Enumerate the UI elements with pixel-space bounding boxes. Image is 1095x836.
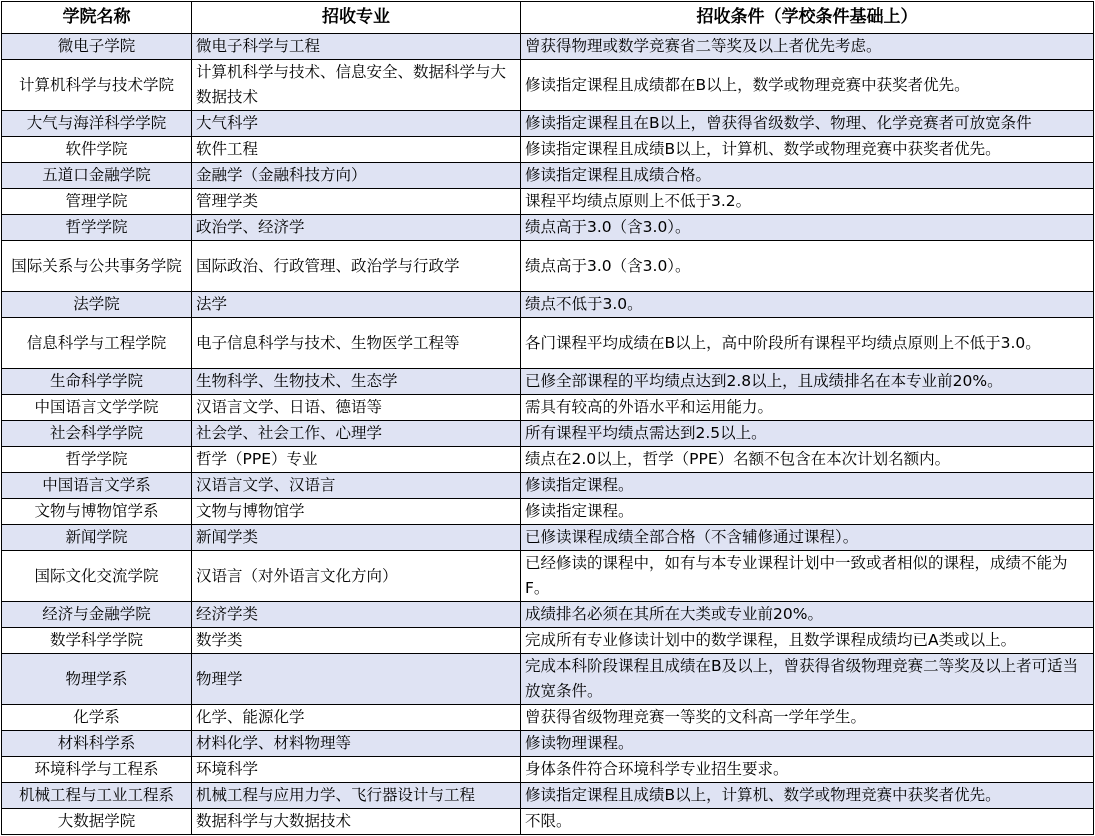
table-row bbox=[2, 551, 1094, 602]
table-row bbox=[2, 628, 1094, 654]
condition-cell: 修读指定课程且在B以上，曾获得省级数学、物理、化学竞赛者可放宽条件 bbox=[521, 111, 1094, 137]
college-cell: 社会科学学院 bbox=[2, 421, 192, 447]
major-cell: 大气科学 bbox=[192, 111, 521, 137]
major-cell: 环境科学 bbox=[192, 757, 521, 783]
major-cell: 哲学（PPE）专业 bbox=[192, 447, 521, 473]
college-cell: 管理学院 bbox=[2, 189, 192, 215]
major-cell: 化学、能源化学 bbox=[192, 705, 521, 731]
table-row bbox=[2, 111, 1094, 137]
condition-cell: 身体条件符合环境科学专业招生要求。 bbox=[521, 757, 1094, 783]
condition-cell: 绩点在2.0以上，哲学（PPE）名额不包含在本次计划名额内。 bbox=[521, 447, 1094, 473]
condition-cell: 完成本科阶段课程且成绩在B及以上，曾获得省级物理竞赛二等奖及以上者可适当放宽条件。 bbox=[521, 654, 1094, 705]
table-row bbox=[2, 809, 1094, 835]
table-row bbox=[2, 60, 1094, 111]
college-cell: 国际关系与公共事务学院 bbox=[2, 241, 192, 292]
college-cell: 法学院 bbox=[2, 292, 192, 318]
table-row bbox=[2, 421, 1094, 447]
table-row bbox=[2, 447, 1094, 473]
table-row bbox=[2, 783, 1094, 809]
table-row bbox=[2, 241, 1094, 292]
major-cell: 生物科学、生物技术、生态学 bbox=[192, 369, 521, 395]
table-row bbox=[2, 189, 1094, 215]
college-cell: 国际文化交流学院 bbox=[2, 551, 192, 602]
major-cell: 新闻学类 bbox=[192, 525, 521, 551]
condition-cell: 修读指定课程。 bbox=[521, 473, 1094, 499]
major-cell: 微电子科学与工程 bbox=[192, 34, 521, 60]
condition-cell: 课程平均绩点原则上不低于3.2。 bbox=[521, 189, 1094, 215]
major-cell: 汉语言（对外语言文化方向） bbox=[192, 551, 521, 602]
condition-cell: 成绩排名必须在其所在大类或专业前20%。 bbox=[521, 602, 1094, 628]
header-row bbox=[2, 2, 1094, 34]
college-cell: 环境科学与工程系 bbox=[2, 757, 192, 783]
college-cell: 生命科学学院 bbox=[2, 369, 192, 395]
condition-cell: 曾获得省级物理竞赛一等奖的文科高一学年学生。 bbox=[521, 705, 1094, 731]
college-cell: 哲学学院 bbox=[2, 447, 192, 473]
college-cell: 机械工程与工业工程系 bbox=[2, 783, 192, 809]
condition-cell: 需具有较高的外语水平和运用能力。 bbox=[521, 395, 1094, 421]
table-row bbox=[2, 731, 1094, 757]
college-cell: 软件学院 bbox=[2, 137, 192, 163]
condition-cell: 绩点不低于3.0。 bbox=[521, 292, 1094, 318]
table-row bbox=[2, 163, 1094, 189]
major-cell: 数学类 bbox=[192, 628, 521, 654]
table-row bbox=[2, 395, 1094, 421]
table-row bbox=[2, 705, 1094, 731]
college-cell: 微电子学院 bbox=[2, 34, 192, 60]
major-cell: 计算机科学与技术、信息安全、数据科学与大数据技术 bbox=[192, 60, 521, 111]
table-row bbox=[2, 757, 1094, 783]
college-cell: 文物与博物馆学系 bbox=[2, 499, 192, 525]
college-cell: 哲学学院 bbox=[2, 215, 192, 241]
condition-cell: 完成所有专业修读计划中的数学课程，且数学课程成绩均已A类或以上。 bbox=[521, 628, 1094, 654]
major-cell: 材料化学、材料物理等 bbox=[192, 731, 521, 757]
table-row bbox=[2, 215, 1094, 241]
table-row bbox=[2, 137, 1094, 163]
condition-header: 招收条件（学校条件基础上） bbox=[521, 2, 1094, 34]
college-cell: 大数据学院 bbox=[2, 809, 192, 835]
table-row bbox=[2, 34, 1094, 60]
condition-cell: 不限。 bbox=[521, 809, 1094, 835]
major-cell: 汉语言文学、日语、德语等 bbox=[192, 395, 521, 421]
table-row bbox=[2, 602, 1094, 628]
major-cell: 软件工程 bbox=[192, 137, 521, 163]
college-cell: 计算机科学与技术学院 bbox=[2, 60, 192, 111]
condition-cell: 绩点高于3.0（含3.0）。 bbox=[521, 215, 1094, 241]
admission-table bbox=[1, 1, 1094, 835]
major-cell: 物理学 bbox=[192, 654, 521, 705]
table-row bbox=[2, 292, 1094, 318]
college-cell: 大气与海洋科学学院 bbox=[2, 111, 192, 137]
table-row bbox=[2, 473, 1094, 499]
condition-cell: 绩点高于3.0（含3.0）。 bbox=[521, 241, 1094, 292]
major-cell: 数据科学与大数据技术 bbox=[192, 809, 521, 835]
table-row bbox=[2, 654, 1094, 705]
condition-cell: 已修读课程成绩全部合格（不含辅修通过课程）。 bbox=[521, 525, 1094, 551]
condition-cell: 所有课程平均绩点需达到2.5以上。 bbox=[521, 421, 1094, 447]
table-row bbox=[2, 318, 1094, 369]
major-cell: 社会学、社会工作、心理学 bbox=[192, 421, 521, 447]
college-cell: 物理学系 bbox=[2, 654, 192, 705]
table-row bbox=[2, 525, 1094, 551]
table-row bbox=[2, 499, 1094, 525]
college-cell: 化学系 bbox=[2, 705, 192, 731]
major-header: 招收专业 bbox=[192, 2, 521, 34]
major-cell: 管理学类 bbox=[192, 189, 521, 215]
college-cell: 中国语言文学系 bbox=[2, 473, 192, 499]
condition-cell: 修读指定课程且成绩B以上，计算机、数学或物理竞赛中获奖者优先。 bbox=[521, 137, 1094, 163]
college-cell: 材料科学系 bbox=[2, 731, 192, 757]
condition-cell: 修读指定课程且成绩B以上，计算机、数学或物理竞赛中获奖者优先。 bbox=[521, 783, 1094, 809]
major-cell: 国际政治、行政管理、政治学与行政学 bbox=[192, 241, 521, 292]
condition-cell: 已修全部课程的平均绩点达到2.8以上，且成绩排名在本专业前20%。 bbox=[521, 369, 1094, 395]
college-cell: 经济与金融学院 bbox=[2, 602, 192, 628]
condition-cell: 修读指定课程且成绩合格。 bbox=[521, 163, 1094, 189]
college-cell: 五道口金融学院 bbox=[2, 163, 192, 189]
college-cell: 新闻学院 bbox=[2, 525, 192, 551]
major-cell: 文物与博物馆学 bbox=[192, 499, 521, 525]
condition-cell: 修读指定课程且成绩都在B以上，数学或物理竞赛中获奖者优先。 bbox=[521, 60, 1094, 111]
major-cell: 机械工程与应用力学、飞行器设计与工程 bbox=[192, 783, 521, 809]
condition-cell: 已经修读的课程中，如有与本专业课程计划中一致或者相似的课程，成绩不能为F。 bbox=[521, 551, 1094, 602]
condition-cell: 修读指定课程。 bbox=[521, 499, 1094, 525]
major-cell: 汉语言文学、汉语言 bbox=[192, 473, 521, 499]
condition-cell: 各门课程平均成绩在B以上，高中阶段所有课程平均绩点原则上不低于3.0。 bbox=[521, 318, 1094, 369]
college-cell: 数学科学学院 bbox=[2, 628, 192, 654]
table-row bbox=[2, 369, 1094, 395]
major-cell: 金融学（金融科技方向） bbox=[192, 163, 521, 189]
college-cell: 中国语言文学学院 bbox=[2, 395, 192, 421]
major-cell: 政治学、经济学 bbox=[192, 215, 521, 241]
college-header: 学院名称 bbox=[2, 2, 192, 34]
condition-cell: 曾获得物理或数学竞赛省二等奖及以上者优先考虑。 bbox=[521, 34, 1094, 60]
major-cell: 经济学类 bbox=[192, 602, 521, 628]
college-cell: 信息科学与工程学院 bbox=[2, 318, 192, 369]
major-cell: 电子信息科学与技术、生物医学工程等 bbox=[192, 318, 521, 369]
condition-cell: 修读物理课程。 bbox=[521, 731, 1094, 757]
major-cell: 法学 bbox=[192, 292, 521, 318]
